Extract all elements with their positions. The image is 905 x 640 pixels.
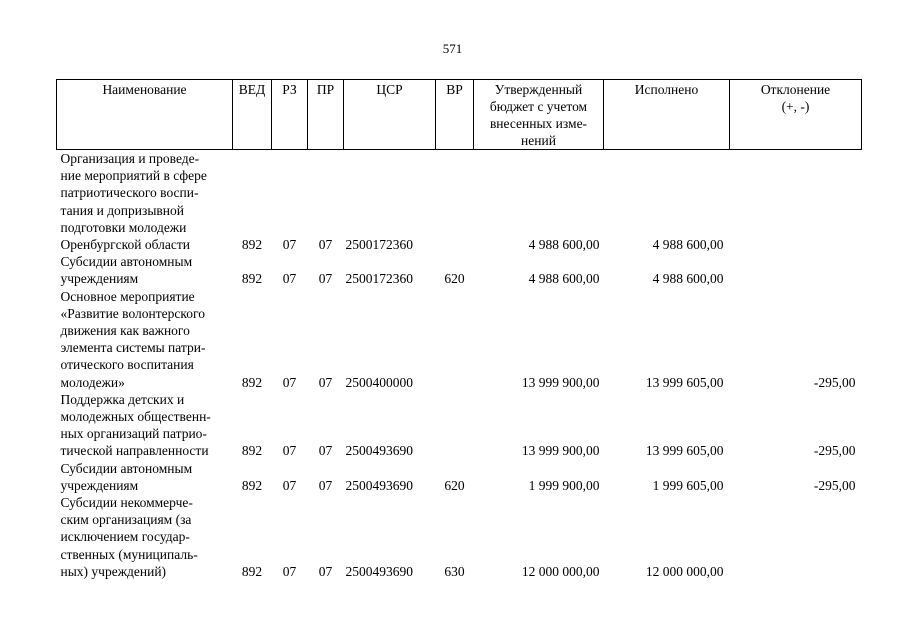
cell-ved: 892	[241, 271, 263, 287]
cell-rz: 07	[282, 237, 297, 253]
cell-vr	[436, 391, 474, 460]
header-csr: ЦСР	[344, 80, 436, 150]
name-line: тической направленности	[60, 443, 209, 459]
page-number: 571	[442, 41, 463, 56]
cell-deviation: -295,00	[813, 477, 856, 493]
table-row	[57, 391, 862, 460]
cell-pr: 07	[318, 563, 333, 579]
cell-executed: 12 000 000,00	[645, 563, 724, 579]
name-line: Поддержка детских и	[60, 391, 185, 407]
cell-csr: 2500172360	[345, 271, 413, 287]
name-line: Основное мероприятие	[60, 288, 195, 304]
header-budget-line: внесенных изме-	[489, 116, 588, 131]
header-vr: ВР	[436, 80, 474, 150]
table-row	[57, 150, 862, 254]
budget-execution-table	[56, 79, 862, 580]
cell-name	[57, 253, 233, 287]
cell-name	[57, 150, 233, 254]
cell-deviation	[730, 253, 862, 287]
cell-csr: 2500400000	[345, 374, 413, 390]
cell-vr	[436, 288, 474, 391]
cell-name	[57, 494, 233, 580]
name-line: ных) учреждений)	[60, 563, 167, 579]
name-line: патриотического воспи-	[60, 185, 199, 201]
cell-deviation	[730, 150, 862, 254]
cell-executed: 4 988 600,00	[652, 271, 724, 287]
name-line: движения как важного	[60, 323, 190, 339]
cell-budget: 13 999 900,00	[521, 374, 600, 390]
table-body	[57, 150, 862, 581]
cell-executed: 13 999 605,00	[645, 374, 724, 390]
cell-name	[57, 460, 233, 494]
cell-ved: 892	[241, 563, 263, 579]
cell-pr: 07	[318, 443, 333, 459]
header-rz: РЗ	[272, 80, 308, 150]
cell-vr: 620	[444, 271, 465, 287]
name-line: Организация и проведе-	[60, 151, 200, 166]
cell-executed: 1 999 605,00	[652, 477, 724, 493]
cell-ved: 892	[241, 477, 263, 493]
name-line: ским организациям (за	[60, 512, 192, 528]
table-row	[57, 253, 862, 287]
cell-csr: 2500172360	[345, 237, 413, 253]
cell-vr: 630	[444, 563, 465, 579]
header-deviation	[730, 80, 862, 150]
header-deviation-line: Отклонение	[760, 82, 831, 97]
name-line: учреждениям	[60, 271, 139, 287]
name-line: молодежи»	[60, 374, 125, 390]
header-budget	[474, 80, 604, 150]
cell-budget: 12 000 000,00	[521, 563, 600, 579]
cell-rz: 07	[282, 271, 297, 287]
cell-budget: 4 988 600,00	[528, 271, 600, 287]
cell-pr: 07	[318, 271, 333, 287]
cell-rz: 07	[282, 477, 297, 493]
header-budget-line: нений	[521, 133, 556, 148]
cell-rz: 07	[282, 443, 297, 459]
cell-pr: 07	[318, 374, 333, 390]
cell-executed: 4 988 600,00	[652, 237, 724, 253]
header-ved: ВЕД	[233, 80, 272, 150]
table-row	[57, 288, 862, 391]
name-line: элемента системы патри-	[60, 340, 206, 356]
cell-ved: 892	[241, 237, 263, 253]
name-line: Субсидии некоммерче-	[60, 495, 193, 511]
name-line: ных организаций патрио-	[60, 426, 207, 442]
header-pr: ПР	[308, 80, 344, 150]
name-line: тания и допризывной	[60, 202, 184, 218]
header-budget-line: Утвержденный	[494, 82, 583, 97]
cell-csr: 2500493690	[345, 477, 413, 493]
cell-name	[57, 391, 233, 460]
cell-pr: 07	[318, 237, 333, 253]
name-line: Оренбургской области	[60, 237, 190, 253]
cell-pr: 07	[318, 477, 333, 493]
name-line: ственных (муниципаль-	[60, 546, 198, 562]
cell-rz: 07	[282, 563, 297, 579]
cell-deviation	[730, 494, 862, 580]
name-line: ние мероприятий в сфере	[60, 168, 207, 184]
header-deviation-line: (+, -)	[781, 99, 810, 114]
name-line: учреждениям	[60, 477, 139, 493]
cell-csr: 2500493690	[345, 563, 413, 579]
cell-csr: 2500493690	[345, 443, 413, 459]
table-row	[57, 460, 862, 494]
header-executed: Исполнено	[604, 80, 730, 150]
cell-budget: 1 999 900,00	[528, 477, 600, 493]
cell-rz: 07	[282, 374, 297, 390]
cell-vr	[436, 150, 474, 254]
table-row	[57, 494, 862, 580]
cell-executed: 13 999 605,00	[645, 443, 724, 459]
header-budget-line: бюджет с учетом	[489, 99, 588, 114]
cell-ved: 892	[241, 443, 263, 459]
name-line: отического воспитания	[60, 357, 194, 373]
cell-vr: 620	[444, 477, 465, 493]
table-header	[57, 80, 862, 150]
cell-budget: 4 988 600,00	[528, 237, 600, 253]
name-line: молодежных общественн-	[60, 409, 211, 425]
cell-name	[57, 288, 233, 391]
name-line: исключением государ-	[60, 529, 190, 545]
cell-deviation: -295,00	[813, 443, 856, 459]
name-line: Субсидии автономным	[60, 460, 193, 476]
name-line: Субсидии автономным	[60, 254, 193, 270]
name-line: подготовки молодежи	[60, 219, 187, 235]
cell-budget: 13 999 900,00	[521, 443, 600, 459]
cell-ved: 892	[241, 374, 263, 390]
cell-deviation: -295,00	[813, 374, 856, 390]
name-line: «Развитие волонтерского	[60, 305, 205, 321]
header-name: Наименование	[57, 80, 233, 150]
